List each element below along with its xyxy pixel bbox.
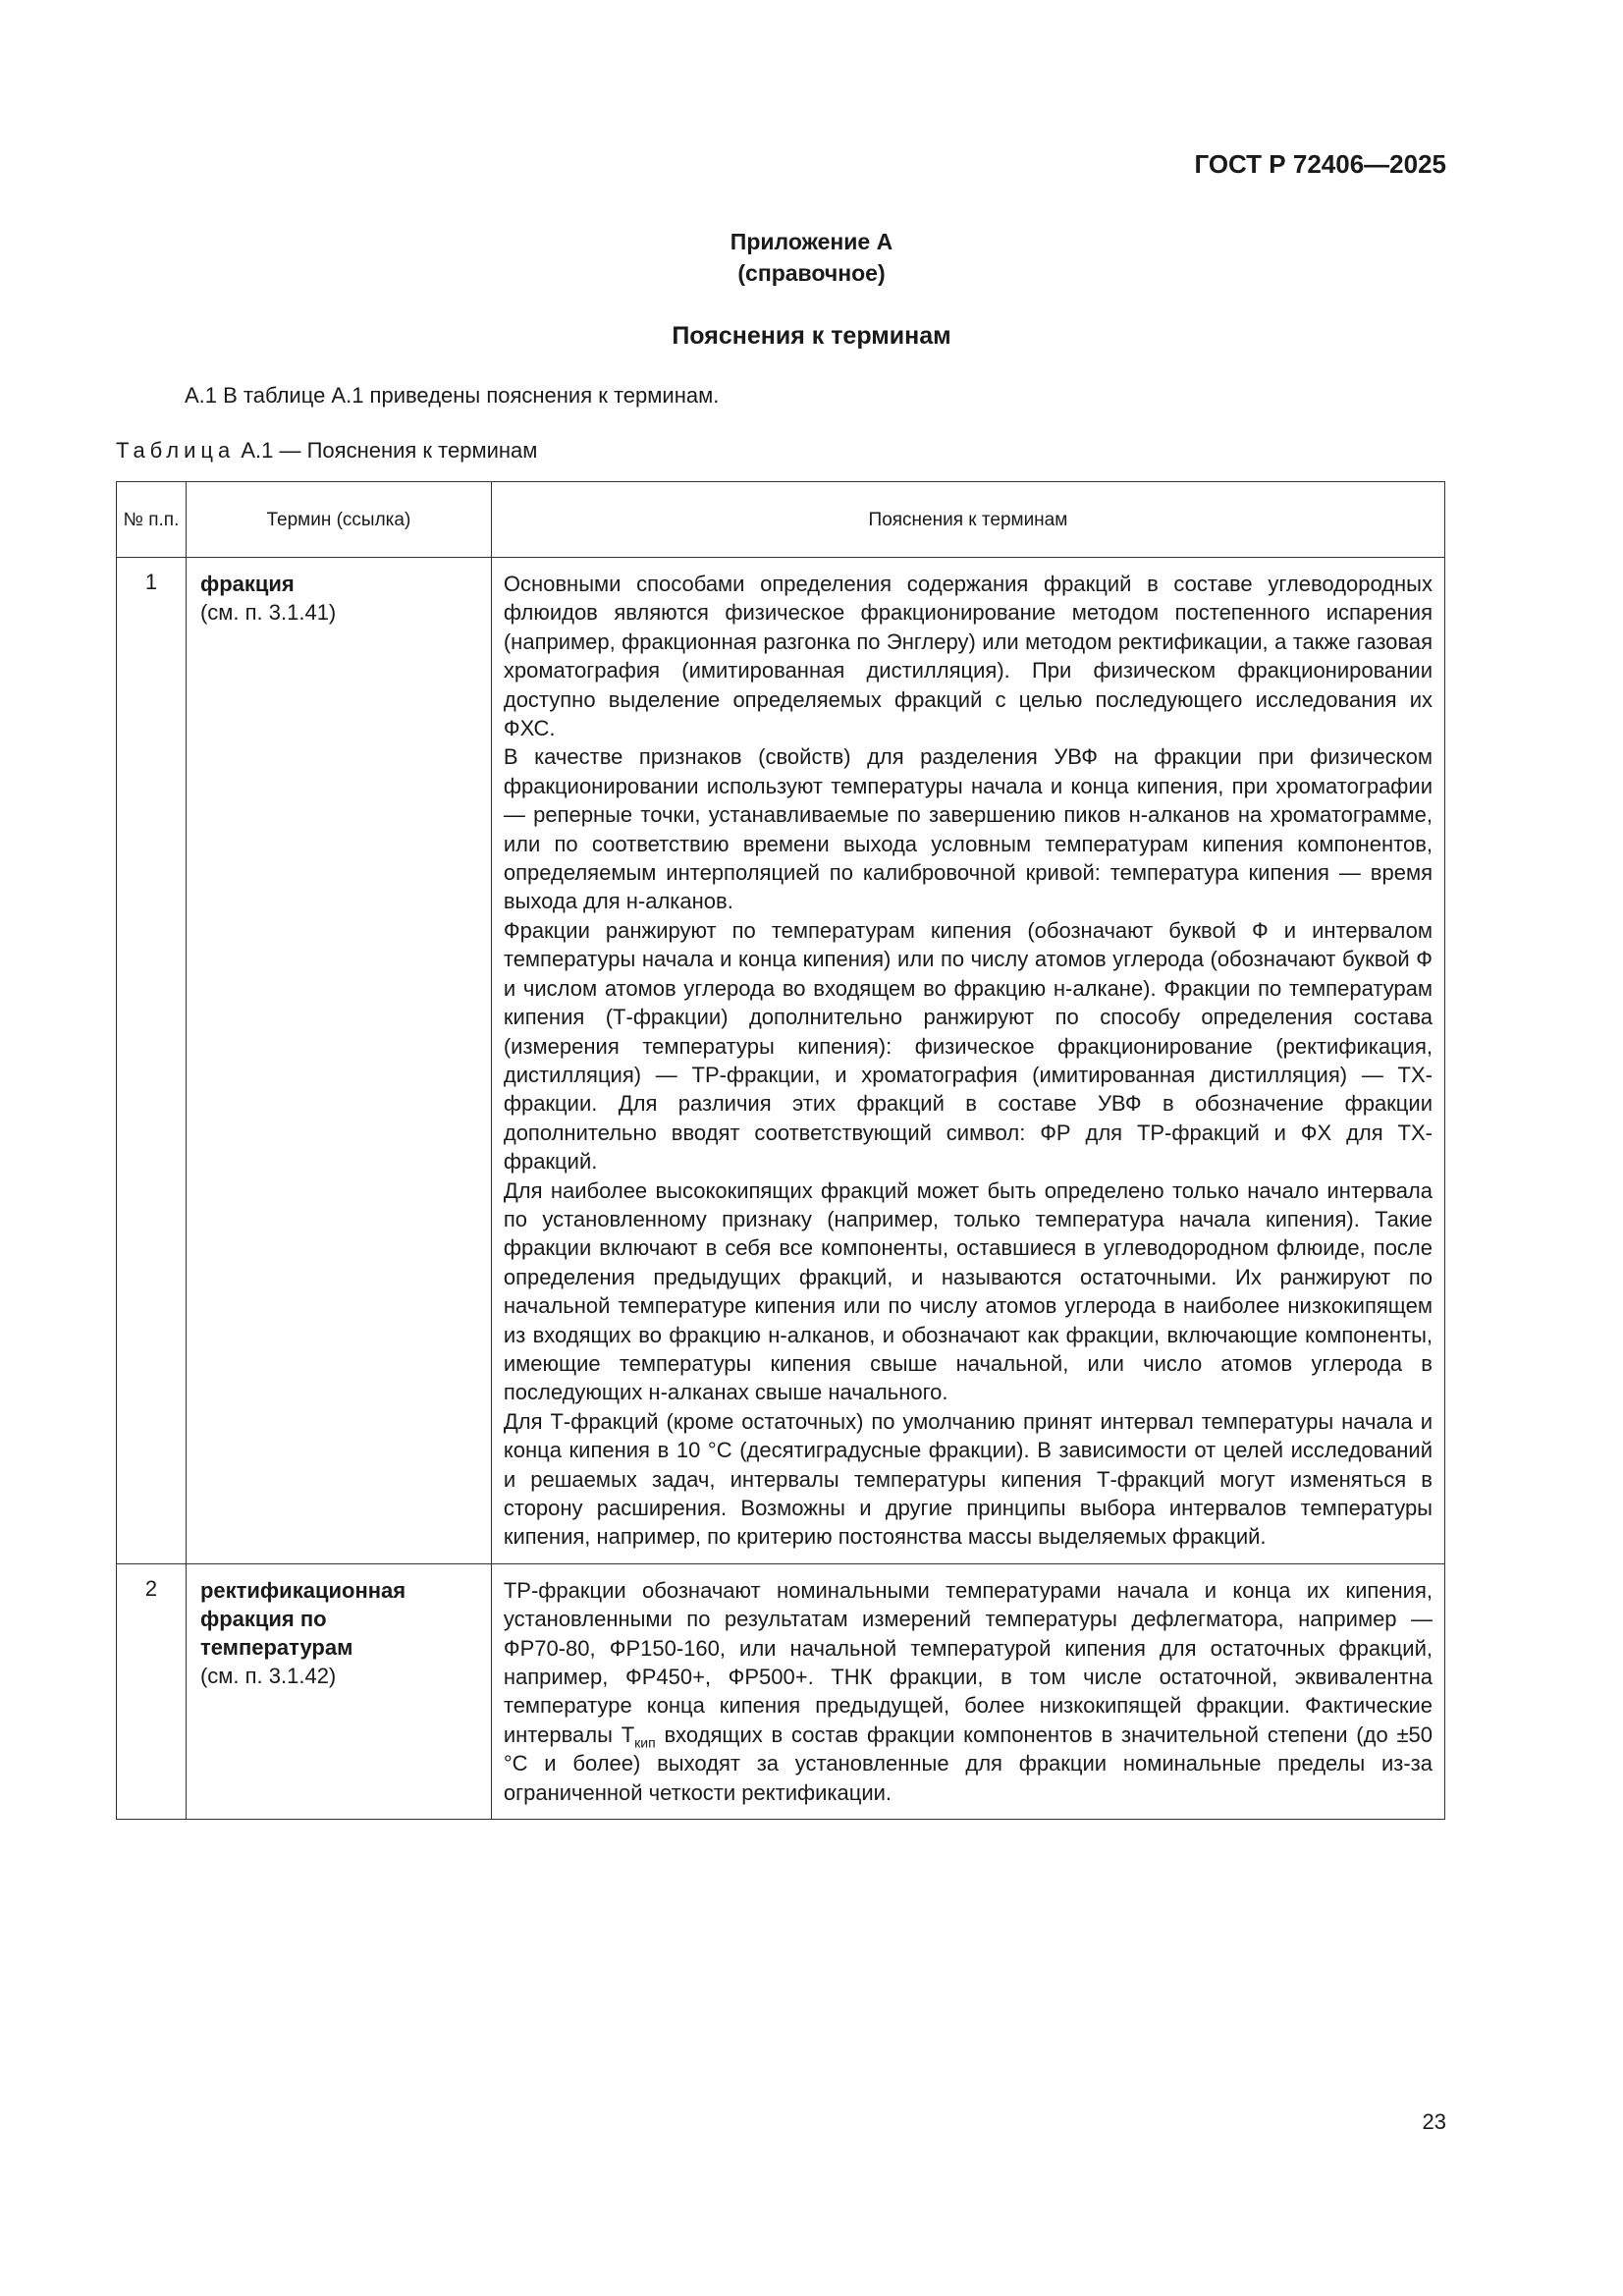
explanation-paragraph: В качестве признаков (свойств) для разделения УВФ на фракции при физическом фракционировании используют температуры начала и конца кипения, при хроматографии — реперные точки, устанавливаемые по завершению пиков н-алканов на хроматограмме, или по соответствию времени выхода условным температурам кипения компонентов, определяемым интерполяцией по калибровочной кривой: температура кипения — время выхода для н-алканов. <box>503 744 1433 914</box>
explanation-text-part: ТР-фракции обозначают номинальными температурами начала и конца их кипения, установленными по результатам измерений температуры дефлегматора, например — ФР70-80, ФР150-160, или начальной температурой кипения для остаточных фракций, например, ФР450+, ФР500+. ТНК фракции, в том числе остаточной, эквивалентна температуре конца кипения предыдущей, более низкокипящей фракции. Фактические интервалы Т <box>503 1577 1433 1747</box>
term-name: ректификационная фракция по температурам <box>199 1577 406 1660</box>
table-row <box>117 1563 1445 1819</box>
header-term: Термин (ссылка) <box>186 482 491 558</box>
section-title: Пояснения к терминам <box>672 322 951 350</box>
explanation-paragraph <box>504 1576 1433 1807</box>
subscript-kip: кип <box>634 1734 656 1751</box>
explanation-paragraph: Для Т-фракций (кроме остаточных) по умолчанию принят интервал температуры начала и конца кипения в 10 °С (десятиградусные фракции). В зависимости от целей исследований и решаемых задач, интервалы температуры кипения Т-фракций могут изменяться в сторону расширения. Возможны и другие принципы выбора интервалов температуры кипения, например, по критерию постоянства массы выделяемых фракций. <box>503 1408 1433 1550</box>
terms-table <box>116 481 1445 1820</box>
row-number: 1 <box>117 558 187 1564</box>
term-name: фракция <box>199 572 295 596</box>
row-number: 2 <box>117 1563 187 1819</box>
appendix-heading <box>0 226 1623 289</box>
explanation-cell <box>491 558 1444 1564</box>
explanation-text-part: входящих в состав фракции компонентов в значительной степени (до ±50 °С и более) выходят за установленные для фракции номинальные пределы из-за ограниченной четкости ректификации. <box>503 1722 1433 1805</box>
table-caption <box>116 438 537 464</box>
term-reference: (см. п. 3.1.41) <box>199 600 337 625</box>
document-code: ГОСТ Р 72406—2025 <box>1194 149 1446 179</box>
explanation-cell <box>491 1563 1444 1819</box>
term-cell <box>186 1563 491 1819</box>
explanation-paragraph: Для наиболее высококипящих фракций может быть определено только начало интервала по установленному признаку (например, только температура начала кипения). Такие фракции включают в себя все компоненты, оставшиеся в углеводородном флюиде, после определения предыдущих фракций, и называются остаточными. Их ранжируют по начальной температуре кипения или по числу атомов углерода в наиболее низкокипящем из входящих во фракцию н-алканов, и обозначают как фракции, включающие компоненты, имеющие температуры кипения свыше начальной, или число атомов углерода в последующих н-алканах свыше начального. <box>503 1177 1433 1405</box>
explanation-paragraph: Основными способами определения содержания фракций в составе углеводородных флюидов являются физическое фракционирование методом постепенного испарения (например, фракционная разгонка по Энглеру) или методом ректификации, а также газовая хроматография (имитированная дистилляция). При физическом фракционировании доступно выделение определяемых фракций с целью последующего исследования их ФХС. <box>503 572 1433 741</box>
header-explanation: Пояснения к терминам <box>491 482 1444 558</box>
appendix-title: Приложение А <box>730 229 893 254</box>
appendix-kind: (справочное) <box>737 260 886 286</box>
intro-paragraph: А.1 В таблице А.1 приведены пояснения к терминам. <box>185 383 720 408</box>
table-caption-prefix: Таблица <box>116 438 236 463</box>
table-header-row <box>117 482 1445 558</box>
header-num: № п.п. <box>117 482 187 558</box>
page-number: 23 <box>1422 2109 1446 2134</box>
table-caption-text: А.1 — Пояснения к терминам <box>235 438 538 463</box>
term-cell <box>186 558 491 1564</box>
term-reference: (см. п. 3.1.42) <box>199 1663 337 1688</box>
explanation-paragraph: Фракции ранжируют по температурам кипения (обозначают буквой Ф и интервалом температуры начала и конца кипения) или по числу атомов углерода (обозначают буквой Ф и числом атомов углерода во входящем во фракцию н-алкане). Фракции по температурам кипения (Т-фракции) дополнительно ранжируют по способу определения состава (измерения температуры кипения): физическое фракционирование (ректификация, дистилляция) — ТР-фракции, и хроматография (имитированная дистилляция) — ТХ-фракции. Для различия этих фракций в составе УВФ в обозначение фракции дополнительно вводят соответствующий символ: ФР для ТР-фракций и ФХ для ТХ-фракций. <box>503 917 1433 1175</box>
table-row <box>117 558 1445 1564</box>
